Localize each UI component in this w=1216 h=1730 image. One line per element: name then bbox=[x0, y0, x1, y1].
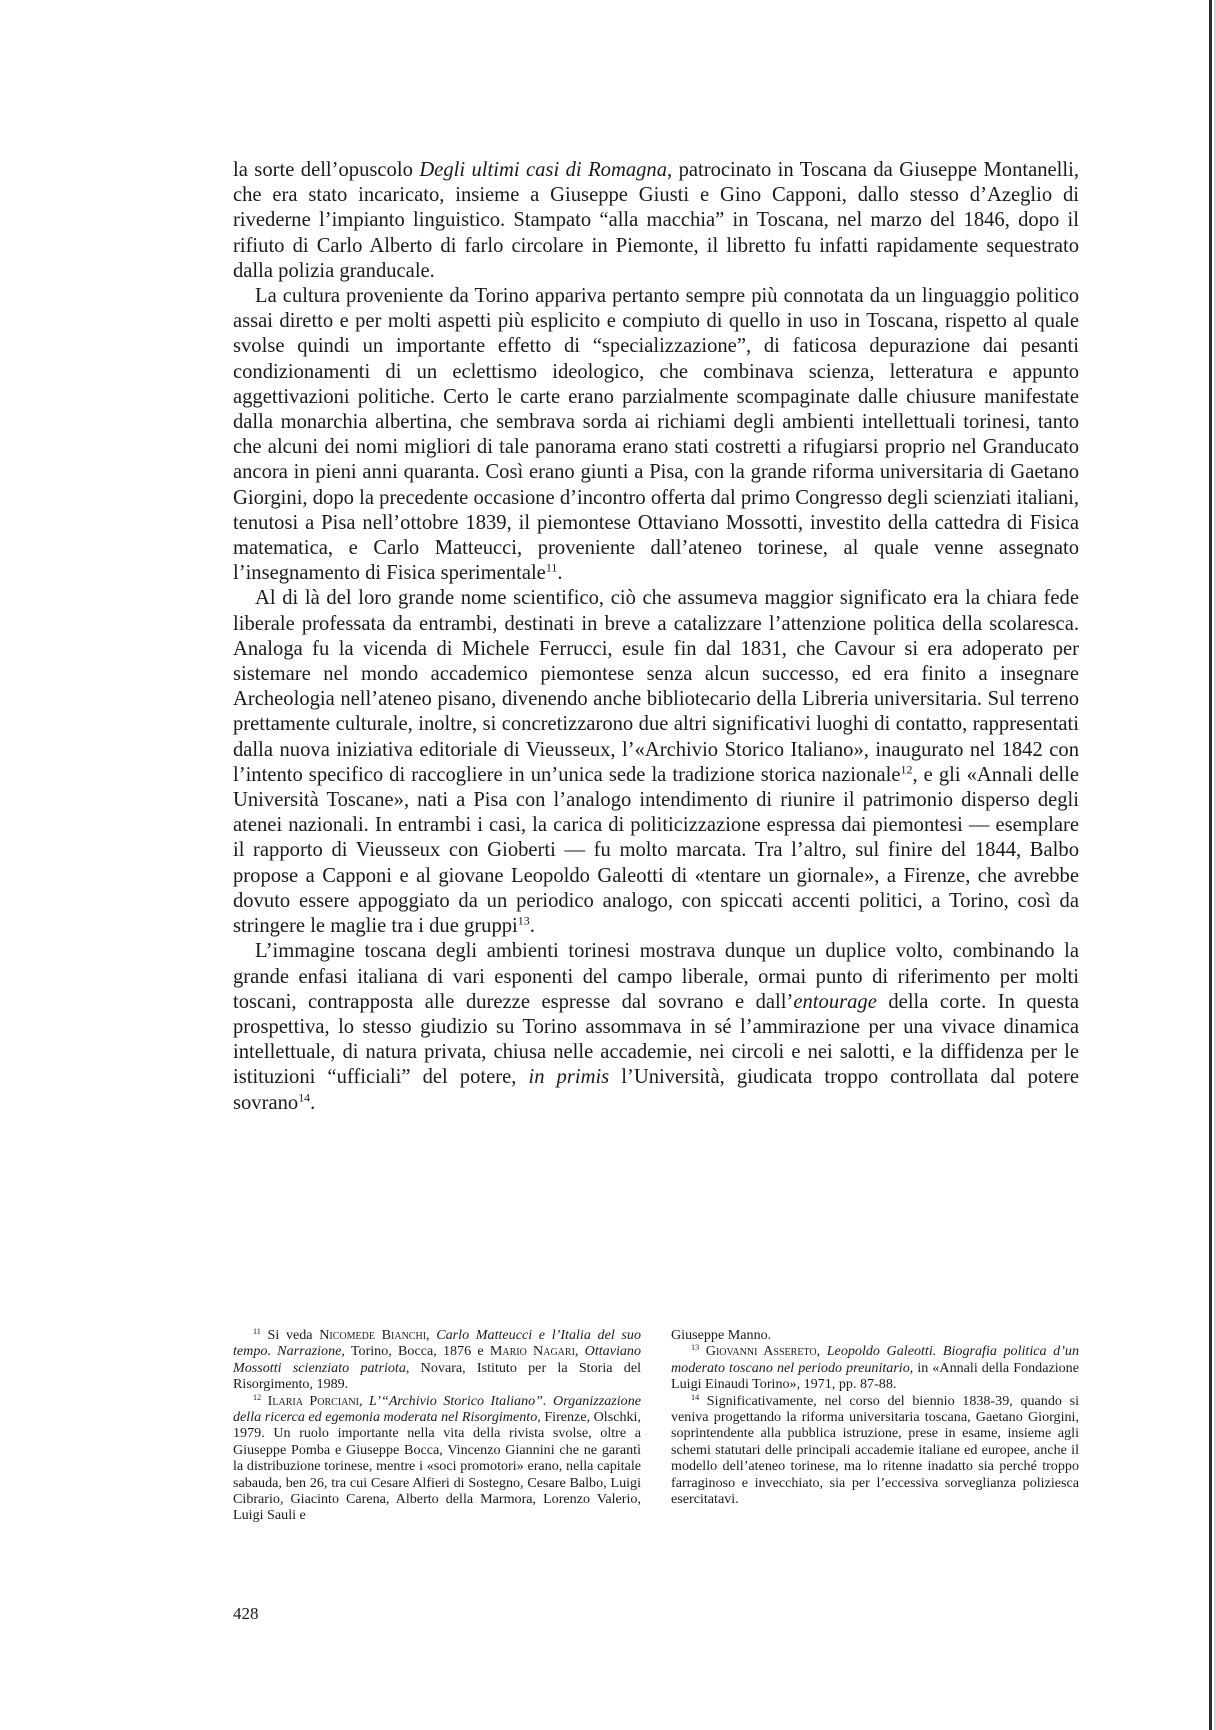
author-name: Mario Nagari bbox=[489, 1343, 575, 1360]
paragraph bbox=[233, 158, 1079, 284]
footnote-reference: 14 bbox=[298, 1090, 311, 1105]
text-run: , in «Annali della Fondazione Luigi Einaudi Torino», 1971, pp. 87-88. bbox=[671, 1359, 1079, 1393]
footnote bbox=[671, 1393, 1079, 1508]
text-run: , bbox=[358, 1392, 369, 1409]
footnote-reference: 13 bbox=[517, 913, 530, 928]
italic-text: Ottaviano Mossotti scienziato patriota bbox=[233, 1343, 642, 1376]
author-name: Giovanni Assereto bbox=[705, 1343, 817, 1360]
footnotes bbox=[233, 1327, 1079, 1524]
italic-text: Carlo Matteucci e l’Italia del suo tempo. Narrazione bbox=[233, 1327, 642, 1360]
text-run: , bbox=[574, 1343, 585, 1360]
text-run: , bbox=[816, 1343, 827, 1360]
footnote-reference: 11 bbox=[545, 560, 558, 575]
author-name: Nicomede Bianchi bbox=[319, 1327, 427, 1343]
text-run: L’immagine toscana degli ambienti torinesi mostrava dunque un duplice volto, combinando la grande enfasi italiana di vari esponenti del campo liberale, ormai punto di riferimento per molti toscani, contrapposta alle durezze espresse dal sovrano e dall’ bbox=[233, 940, 1079, 1013]
text-run: , bbox=[426, 1327, 437, 1343]
italic-text: in primis bbox=[528, 1066, 610, 1089]
paragraph bbox=[233, 586, 1079, 939]
footnote-reference: 12 bbox=[253, 1392, 262, 1402]
text-run: la sorte dell’opuscolo bbox=[233, 159, 420, 181]
text-run: Giuseppe Manno. bbox=[671, 1327, 772, 1343]
paragraph bbox=[233, 939, 1079, 1115]
author-name: Ilaria Porciani bbox=[267, 1392, 359, 1409]
text-run: La cultura proveniente da Torino appariva pertanto sempre più connotata da un linguaggio politico assai diretto e per molti aspetti più esplicito e compiuto di quello in uso in Toscana, rispetto al quale svolse quindi un importante effetto di “specializzazione”, di faticosa depurazione dai pesanti condizionamenti di un eclettismo ideologico, che combinava scienza, letteratura e appunto aggettivazioni politiche. Certo le carte erano parzialmente scompaginate dalle chiusure manifestate dalla monarchia albertina, che sembrava sorda ai richiami degli ambienti intellettuali torinesi, tanto che alcuni dei nomi migliori di tale panorama erano stati costretti a rifugiarsi proprio nel Granducato ancora in pieni anni quaranta. Così erano giunti a Pisa, con la grande riforma universitaria di Gaetano Giorgini, dopo la precedente occasione d’incontro offerta dal primo Congresso degli scienziati italiani, tenutosi a Pisa nell’ottobre 1839, il piemontese Ottaviano Mossotti, investito della cattedra di Fisica matematica, e Carlo Matteucci, proveniente dall’ateneo torinese, al quale venne assegnato l’insegnamento di Fisica sperimentale bbox=[233, 285, 1079, 585]
footnote bbox=[233, 1393, 641, 1524]
footnotes-column-right bbox=[671, 1327, 1079, 1524]
text-run: . bbox=[529, 915, 535, 938]
footnote-reference: 12 bbox=[900, 762, 913, 777]
italic-text: Leopoldo Galeotti. Biografia politica d’un moderato toscano nel periodo preunitario bbox=[671, 1343, 1079, 1376]
footnote-reference: 11 bbox=[253, 1326, 261, 1336]
text-run: , Firenze, Olschki, 1979. Un ruolo importante nella vita della rivista svolse, oltre a Giuseppe Pomba e Giuseppe Bocca, Vincenzo Giannini che ne garantì la distribuzione torinese, mentre i «soci promotori» erano, nella capitale sabauda, ben 26, tra cui Cesare Alfieri di Sostegno, Cesare Balbo, Luigi Cibrario, Giacinto Carena, Alberto della Marmora, Lorenzo Valerio, Luigi Sauli e bbox=[233, 1409, 641, 1524]
text-run: Significativamente, nel corso del biennio 1838-39, quando si veniva progettando la riforma universitaria toscana, Gaetano Giorgini, soprintendente alla pubblica istruzione, prese in esame, insieme agli schemi statutari delle principali accademie italiane ed europee, anche il modello dell’ateneo torinese, ma lo ritenne inadatto sia perché troppo farraginoso e invecchiato, sia per l’eccessiva sorveglianza poliziesca esercitatavi. bbox=[671, 1392, 1079, 1508]
text-run: . bbox=[310, 1091, 316, 1114]
text-run: , patrocinato in Toscana da Giuseppe Montanelli, che era stato incaricato, insieme a Giuseppe Giusti e Gino Capponi, dallo stesso d’Azeglio di rivederne l’impianto linguistico. Stampato “alla macchia” in Toscana, nel marzo del 1846, dopo il rifiuto di Carlo Alberto di farlo circolare in Piemonte, il libretto fu infatti rapidamente sequestrato dalla polizia granducale. bbox=[233, 159, 1079, 282]
page-edge-shadow bbox=[1209, 0, 1212, 1730]
text-run: Al di là del loro grande nome scientifico, ciò che assumeva maggior significato era la chiara fede liberale professata da entrambi, destinati in breve a catalizzare l’attenzione politica della scolaresca. Analoga fu la vicenda di Michele Ferrucci, esule fin dal 1831, che Cavour si era adoperato per sistemare nel mondo accademico piemontese senza alcun successo, ed era finito a insegnare Archeologia nell’ateneo pisano, divenendo anche bibliotecario della Libreria universitaria. Sul terreno prettamente culturale, inoltre, si concretizzarono due altri significativi luoghi di contatto, rappresentati dalla nuova iniziativa editoriale di Vieusseux, l’«Archivio Storico Italiano», inaugurato nel 1842 con l’intento specifico di raccogliere in un’unica sede la tradizione storica nazionale bbox=[233, 587, 1079, 786]
footnotes-column-left bbox=[233, 1327, 641, 1524]
page-number: 428 bbox=[233, 1604, 259, 1623]
text-run: . bbox=[557, 562, 563, 585]
text-run: , Novara, Istituto per la Storia del Risorgimento, 1989. bbox=[233, 1359, 641, 1393]
italic-text: Degli ultimi casi di Romagna bbox=[419, 159, 668, 181]
text-run bbox=[699, 1343, 706, 1359]
footnote-reference: 14 bbox=[691, 1392, 700, 1402]
footnote bbox=[671, 1343, 1079, 1392]
paragraph bbox=[233, 284, 1079, 586]
text-run: Si veda bbox=[260, 1327, 320, 1343]
italic-text: entourage bbox=[793, 990, 877, 1013]
text-run: , Torino, Bocca, 1876 e bbox=[341, 1343, 490, 1360]
footnote-reference: 13 bbox=[691, 1343, 700, 1353]
text-run: l’Università, giudicata troppo controllata dal potere sovrano bbox=[233, 1066, 1079, 1114]
text-run: , e gli «Annali delle Università Toscane», nati a Pisa con l’analogo intendimento di riunire il patrimonio disperso degli atenei nazionali. In entrambi i casi, la carica di politicizzazione espressa dai piemontesi — esemplare il rapporto di Vieusseux con Gioberti — fu molto marcata. Tra l’altro, sul finire del 1844, Balbo propose a Capponi e al giovane Leopoldo Galeotti di «tentare un giornale», a Firenze, che avrebbe dovuto essere appoggiato da un periodico analogo, con spiccati accenti politici, a Torino, così da stringere le maglie tra i due gruppi bbox=[233, 763, 1079, 938]
body-text bbox=[233, 158, 1079, 1116]
footnote bbox=[671, 1327, 1079, 1343]
text-run: della corte. In questa prospettiva, lo stesso giudizio su Torino assommava in sé l’ammirazione per una vivace dinamica intellettuale, di natura privata, chiusa nelle accademie, nei circoli e nei salotti, e la diffidenza per le istituzioni “ufficiali” del potere, bbox=[233, 990, 1079, 1089]
italic-text: L’“Archivio Storico Italiano”. Organizzazione della ricerca ed egemonia moderata nel Risorgimento bbox=[233, 1392, 642, 1426]
footnote bbox=[233, 1327, 641, 1393]
